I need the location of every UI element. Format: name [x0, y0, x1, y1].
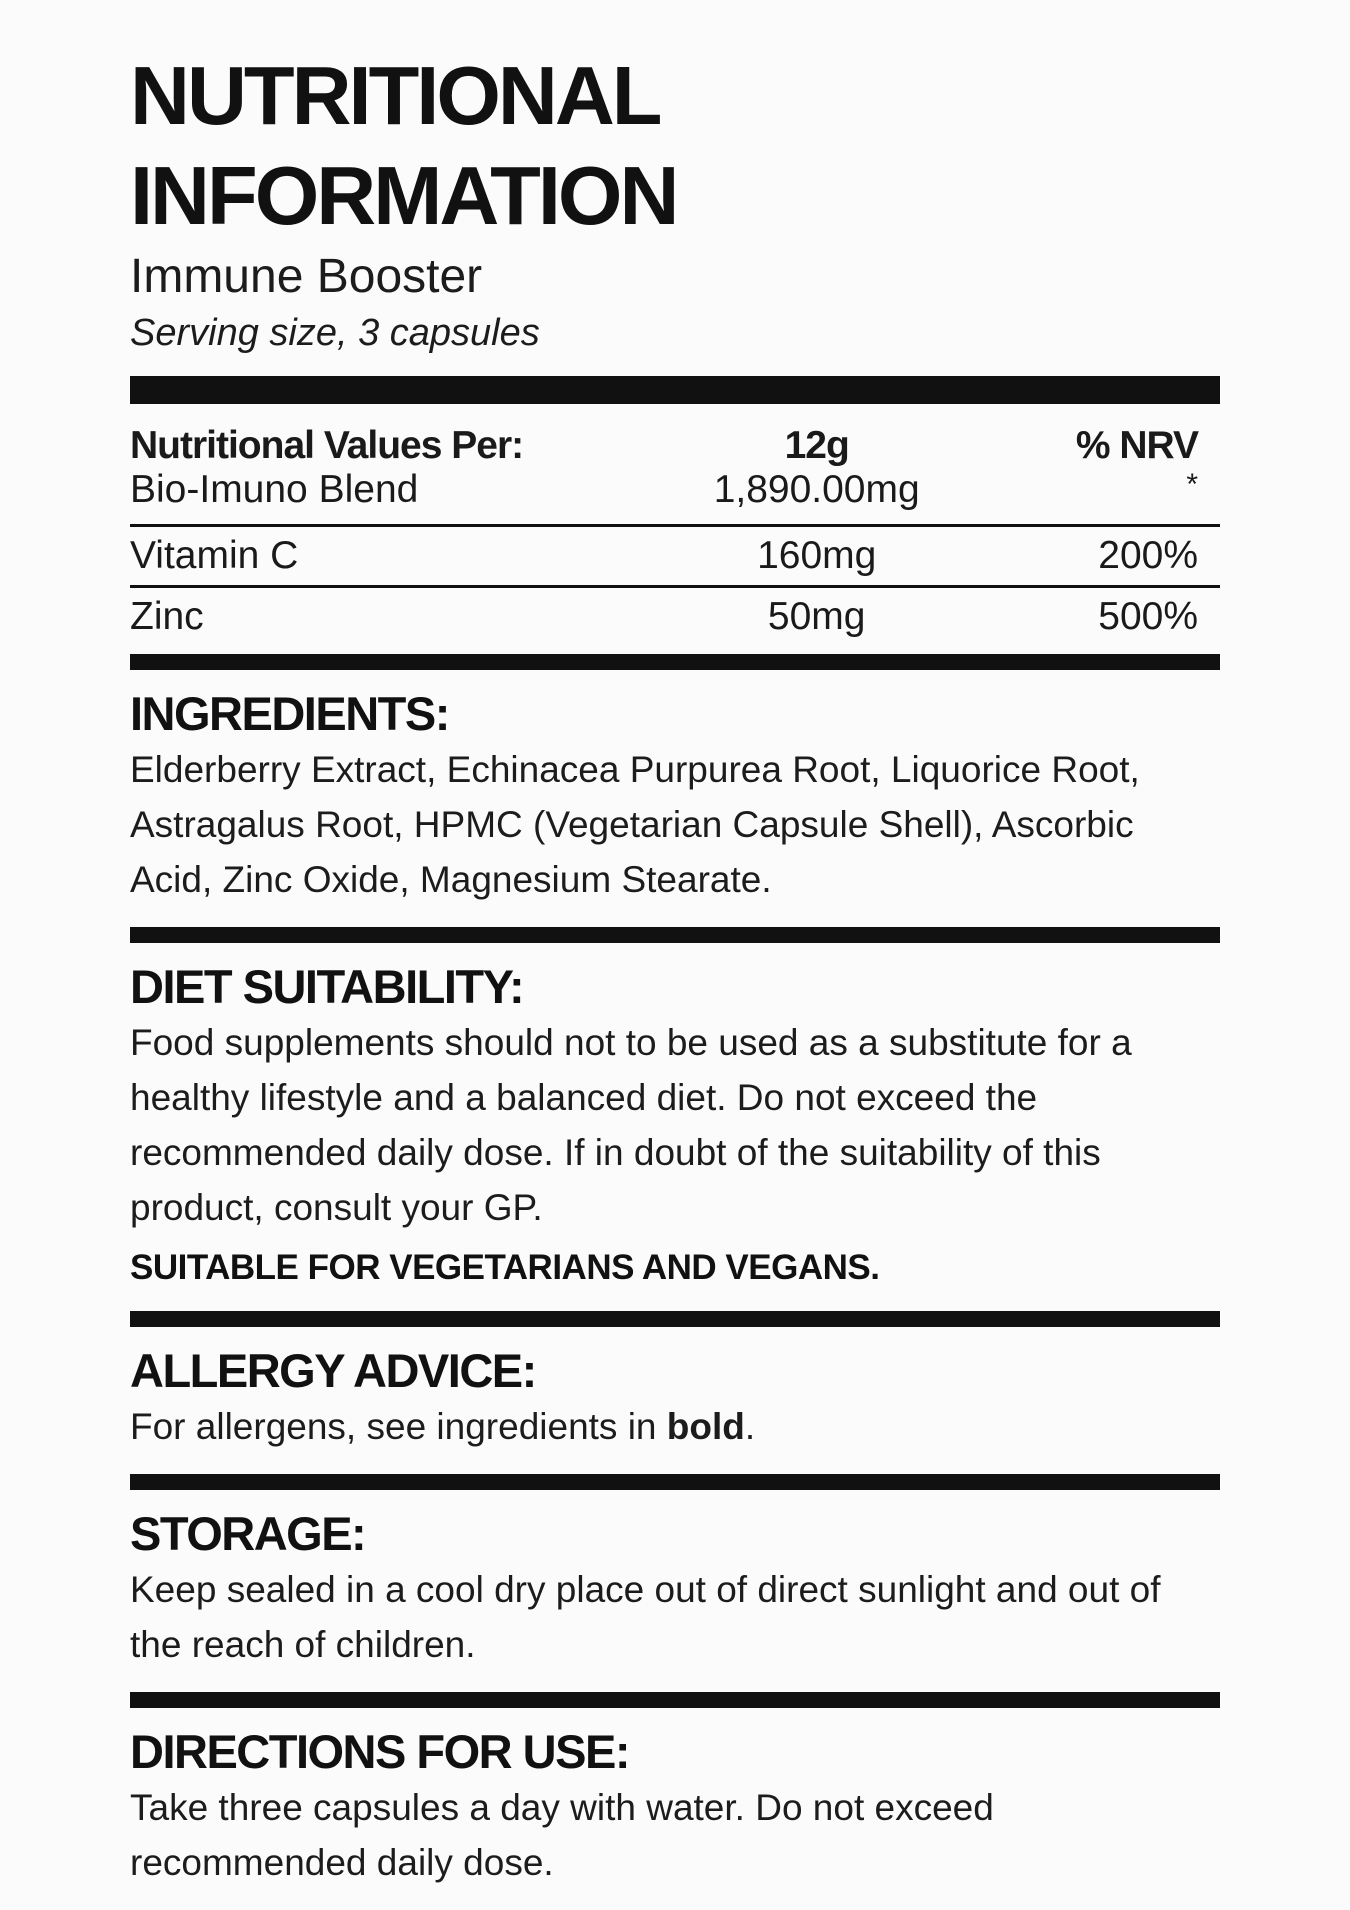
nutrition-label — [130, 46, 1220, 1910]
nutrient-amount: 160mg — [675, 526, 958, 587]
nutrient-amount: 1,890.00mg — [713, 468, 920, 511]
nutrient-nrv: * — [1186, 468, 1198, 501]
header-amount: 12g — [784, 424, 849, 467]
ingredients-text: Elderberry Extract, Echinacea Purpurea Root, Liquorice Root, Astragalus Root, HPMC (Vegetarian Capsule Shell), Ascorbic Acid, Zinc Oxide, Magnesium Stearate. — [130, 749, 1140, 900]
product-name: Immune Booster — [130, 250, 483, 303]
table-header-row — [130, 404, 1220, 468]
allergy-text-bold: bold — [666, 1406, 745, 1447]
page-title: NUTRITIONAL INFORMATION — [130, 49, 677, 242]
divider — [130, 1692, 1220, 1708]
nutrient-nrv: 500% — [958, 587, 1220, 647]
nutrient-nrv: 200% — [958, 526, 1220, 587]
ingredients-section — [130, 670, 1220, 927]
storage-section — [130, 1490, 1220, 1692]
diet-heading: DIET SUITABILITY: — [130, 960, 524, 1013]
allergy-text-after: . — [744, 1406, 756, 1447]
header-nrv: % NRV — [1075, 424, 1198, 467]
nutrient-amount: 50mg — [675, 587, 958, 647]
nutrition-table — [130, 404, 1220, 646]
diet-section — [130, 943, 1220, 1311]
directions-text: Take three capsules a day with water. Do not exceed recommended daily dose. — [130, 1787, 994, 1883]
nutrient-name: Vitamin C — [130, 526, 675, 587]
table-row — [130, 526, 1220, 587]
allergy-text — [130, 1399, 1220, 1454]
divider — [130, 927, 1220, 943]
nutrient-name: Zinc — [130, 587, 675, 647]
ingredients-heading: INGREDIENTS: — [130, 687, 449, 740]
diet-note: SUITABLE FOR VEGETARIANS AND VEGANS. — [130, 1248, 880, 1287]
allergy-heading: ALLERGY ADVICE: — [130, 1344, 536, 1397]
table-row — [130, 587, 1220, 647]
allergy-section — [130, 1327, 1220, 1474]
table-row — [130, 468, 1220, 526]
divider — [130, 1311, 1220, 1327]
directions-section — [130, 1708, 1220, 1910]
diet-text: Food supplements should not to be used as a substitute for a healthy lifestyle and a balanced diet. Do not exceed the recommended daily dose. If in doubt of the suitability of this product, consult your GP. — [130, 1022, 1132, 1228]
divider — [130, 376, 1220, 404]
storage-text: Keep sealed in a cool dry place out of direct sunlight and out of the reach of children. — [130, 1569, 1161, 1665]
storage-heading: STORAGE: — [130, 1507, 366, 1560]
allergy-text-before: For allergens, see ingredients in — [130, 1406, 667, 1447]
divider — [130, 654, 1220, 670]
directions-heading: DIRECTIONS FOR USE: — [130, 1725, 629, 1778]
divider — [130, 1474, 1220, 1490]
serving-size: Serving size, 3 capsules — [130, 312, 540, 354]
nutrient-name: Bio-Imuno Blend — [130, 468, 419, 511]
header-nutrient: Nutritional Values Per: — [130, 424, 524, 467]
